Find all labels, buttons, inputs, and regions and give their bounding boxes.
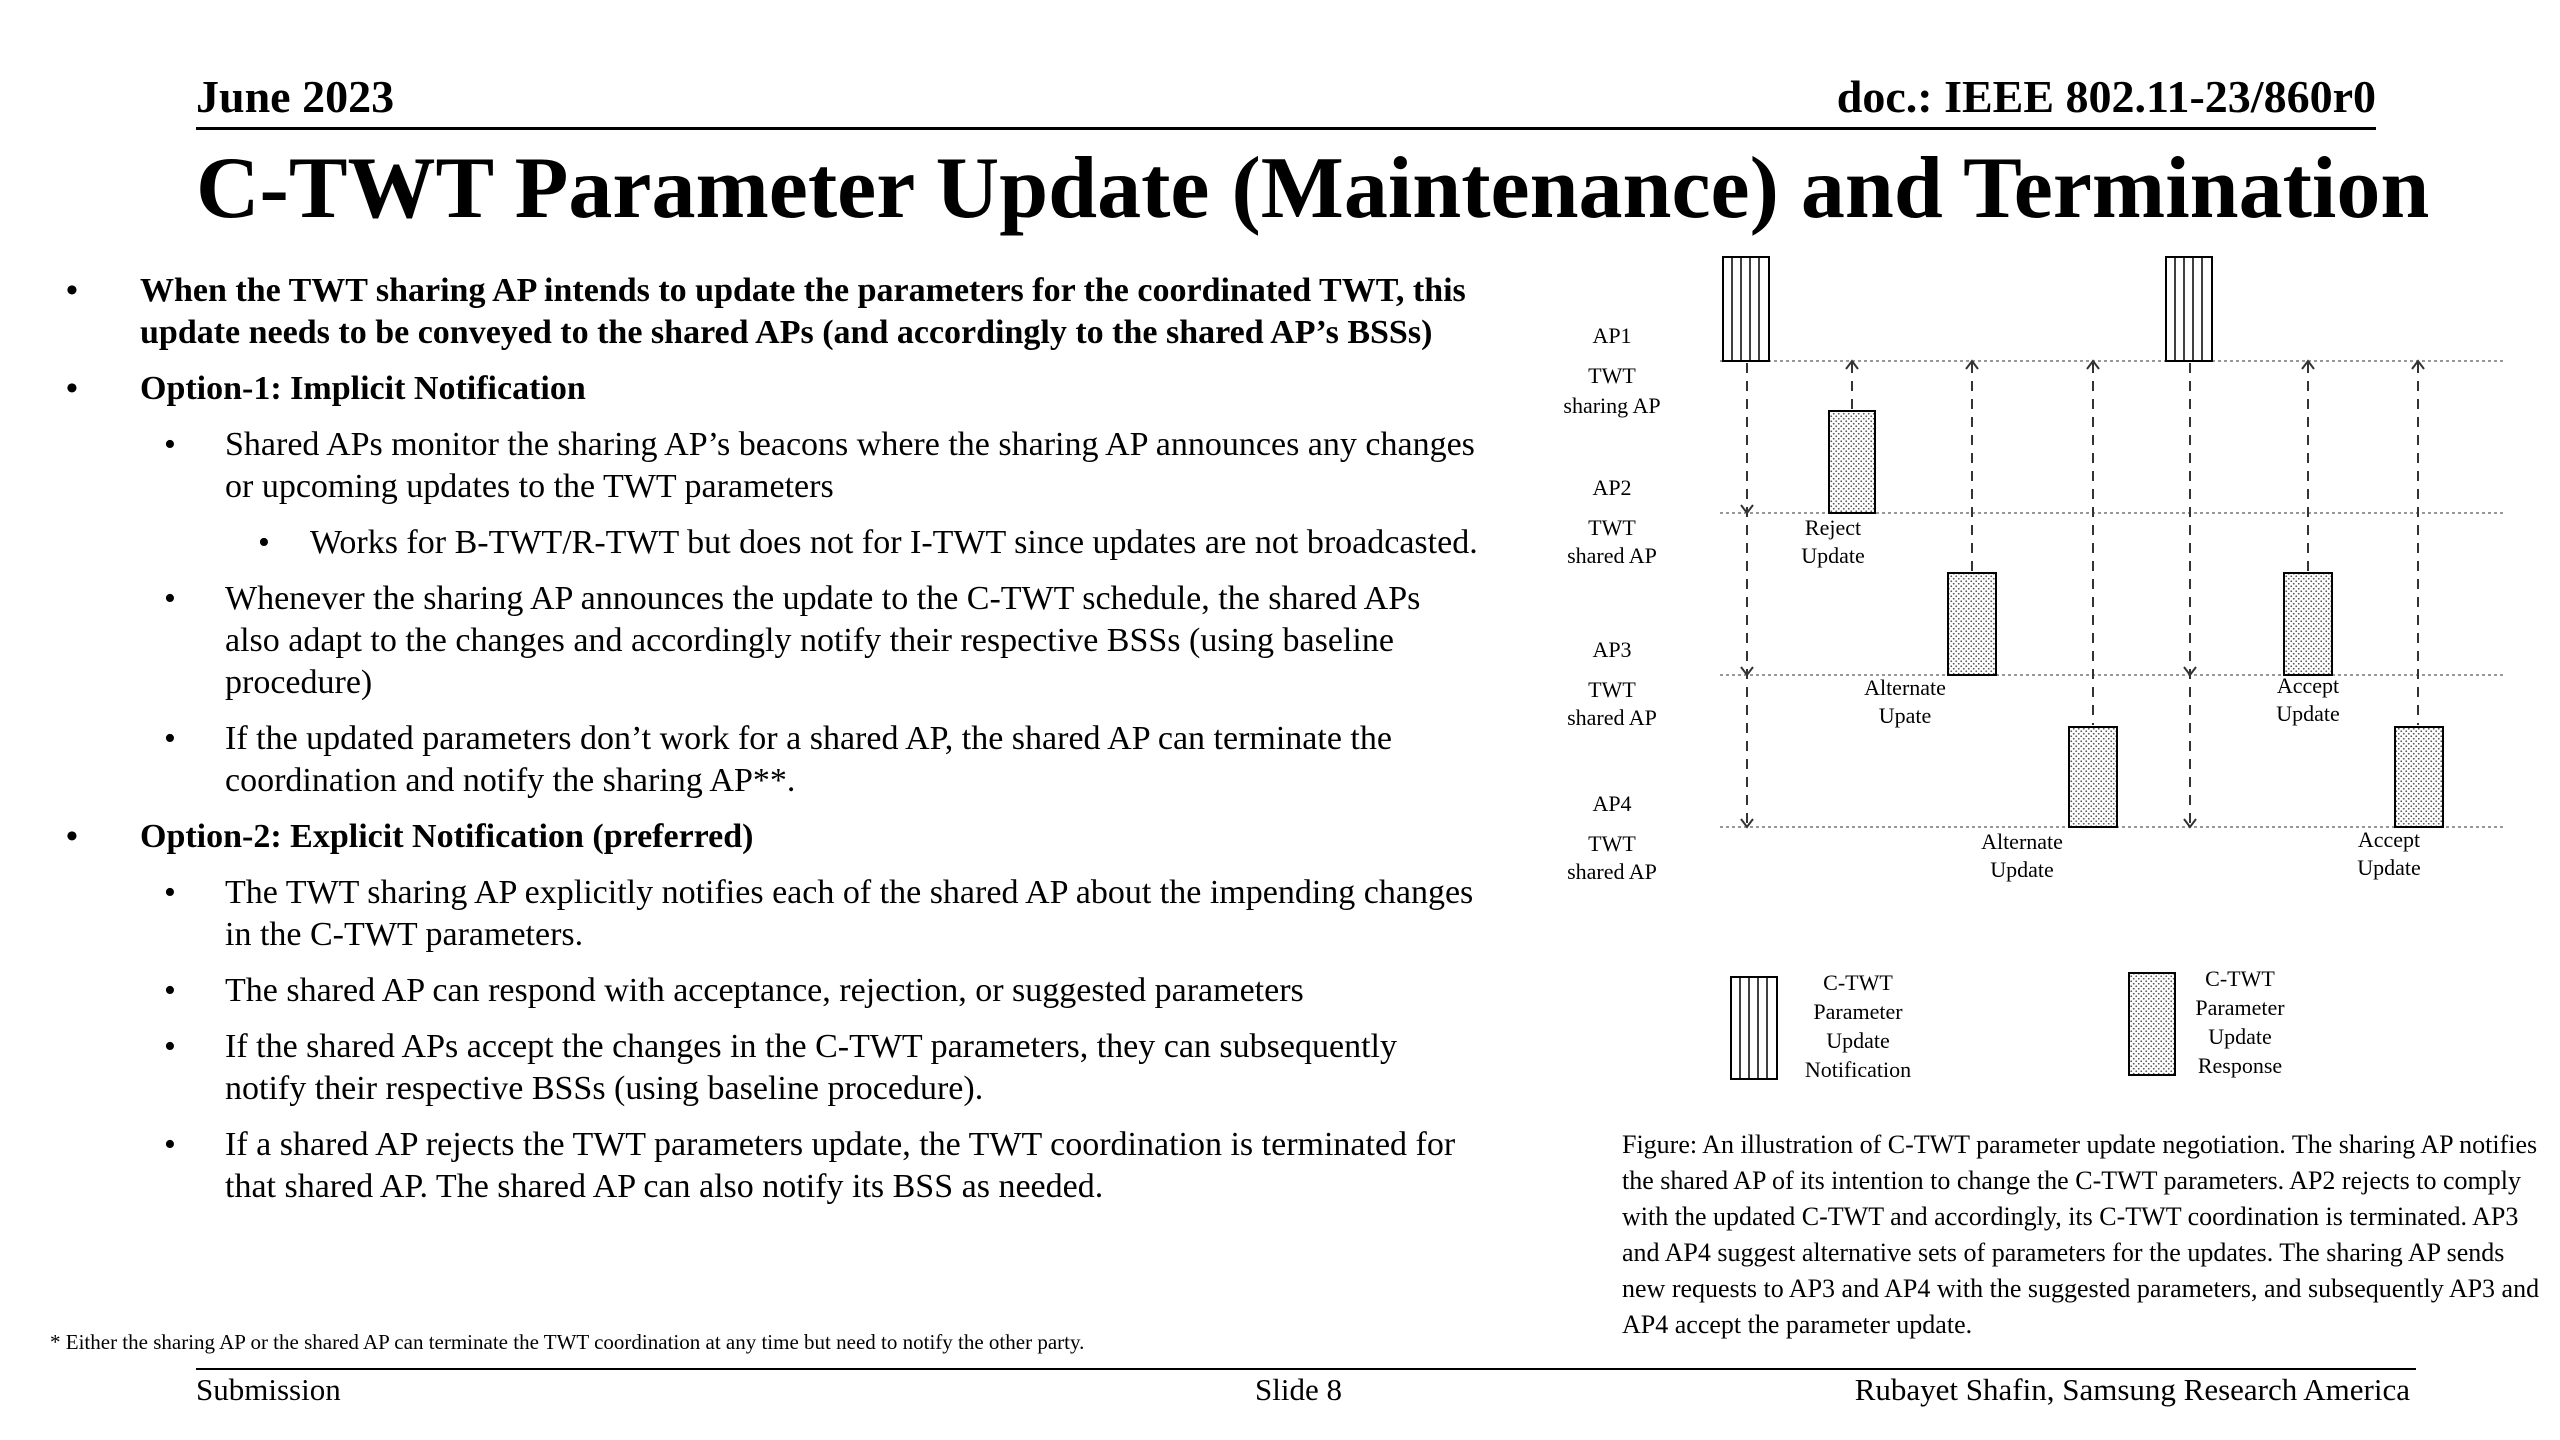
bullet-marker: • (164, 580, 176, 617)
bullet-text: The shared AP can respond with acceptance, rejection, or suggested parameters (225, 972, 1304, 1009)
bullet-text: Whenever the sharing AP announces the update to the C-TWT schedule, the shared APs also adapt to the changes and accordingly notify their respective BSSs (using baseline procedure) (225, 580, 1421, 701)
footer-slide-number: Slide 8 (1255, 1372, 1342, 1407)
ap4-label: AP4 (1592, 791, 1632, 816)
bullet-text: If a shared AP rejects the TWT parameters update, the TWT coordination is terminated for that shared AP. The shared AP can also notify its BSS as needed. (225, 1126, 1456, 1205)
bullet-marker: • (66, 370, 78, 407)
ap3-role: TWT (1588, 677, 1636, 702)
bullet-marker: • (66, 818, 78, 855)
figure-caption: Figure: An illustration of C-TWT parameter update negotiation. The sharing AP notifies the shared AP of its intention to change the C-TWT parameters. AP2 rejects to comply with the updated C-TWT and accordingly, its C-TWT coordination is terminated. AP3 and AP4 suggest alternative sets of parameters for the updates. The sharing AP sends new requests to AP3 and AP4 with the suggested parameters, and subsequently AP3 and AP4 accept the parameter update. (1622, 1130, 2540, 1339)
bullet-marker: • (164, 972, 176, 1009)
legend-notification (1731, 970, 1911, 1082)
alternate-label-ap3: Upate (1878, 703, 1932, 728)
ctwt-update-diagram (1540, 245, 2540, 1145)
legend-response-label: Response (2197, 1053, 2283, 1078)
legend-response (2129, 966, 2285, 1078)
accept-label-ap4: Accept (2357, 827, 2421, 852)
bullet-item (60, 1026, 1480, 1110)
ap3-label: AP3 (1592, 637, 1632, 662)
response-box-alternate-ap4 (2069, 727, 2117, 827)
bullet-marker: • (164, 1126, 176, 1163)
response-box-alternate-ap3 (1948, 573, 1996, 675)
bullet-text: If the shared APs accept the changes in the C-TWT parameters, they can subsequently notify their respective BSSs (using baseline procedure). (225, 1028, 1397, 1107)
response-box-reject-ap2 (1829, 411, 1875, 513)
ap4-role: TWT (1588, 831, 1636, 856)
notification-box (2166, 257, 2212, 361)
bullet-marker: • (164, 720, 176, 757)
legend-notification-label: Parameter (1813, 999, 1903, 1024)
ap2-label: AP2 (1592, 475, 1632, 500)
bullet-item (60, 970, 1480, 1012)
bullet-marker: • (164, 426, 176, 463)
legend-notification-label: C-TWT (1823, 970, 1893, 995)
ap1-role: TWT (1588, 363, 1636, 388)
bullet-item (60, 578, 1480, 704)
bullet-marker: • (164, 874, 176, 911)
accept-label-ap4: Update (2357, 855, 2421, 880)
header-doc-id: doc.: IEEE 802.11-23/860r0 (1836, 71, 2376, 122)
ap2-role: shared AP (1567, 543, 1657, 568)
accept-label-ap3: Update (2276, 701, 2340, 726)
ap4-role: shared AP (1567, 859, 1657, 884)
header-rule (196, 127, 2376, 130)
bullet-text: Option-1: Implicit Notification (140, 370, 586, 407)
row-labels (1563, 323, 1660, 884)
footer-rule (196, 1368, 2416, 1370)
bullet-list (60, 270, 1480, 1222)
ap1-label: AP1 (1592, 323, 1632, 348)
legend-response-label: Parameter (2195, 995, 2285, 1020)
reject-label: Reject (1804, 515, 1862, 540)
footnote: * Either the sharing AP or the shared AP can terminate the TWT coordination at any time but need to notify the other party. (50, 1330, 1085, 1354)
legend-response-label: Update (2208, 1024, 2272, 1049)
bullet-item (60, 718, 1480, 802)
bullet-item (60, 368, 1480, 410)
ap2-role: TWT (1588, 515, 1636, 540)
bullet-text: Works for B-TWT/R-TWT but does not for I-TWT since updates are not broadcasted. (310, 524, 1478, 561)
bullet-item (60, 424, 1480, 508)
bullet-text: When the TWT sharing AP intends to update the parameters for the coordinated TWT, this update needs to be conveyed to the shared APs (and accordingly to the shared AP’s BSSs) (140, 272, 1466, 351)
footer-submission: Submission (196, 1372, 341, 1407)
diagram-svg (1540, 245, 2540, 1145)
footer-author: Rubayet Shafin, Samsung Research America (1854, 1372, 2410, 1407)
bullet-marker: • (258, 524, 270, 561)
alternate-label-ap4: Alternate (1981, 829, 2063, 854)
legend-response-label: C-TWT (2205, 966, 2275, 991)
bullet-text: If the updated parameters don’t work for a shared AP, the shared AP can terminate the coordination and notify the sharing AP**. (225, 720, 1392, 799)
response-box-accept-ap3 (2284, 573, 2332, 675)
bullet-marker: • (66, 272, 78, 309)
bullet-item (60, 270, 1480, 354)
ap3-role: shared AP (1567, 705, 1657, 730)
bullet-item (60, 522, 1480, 564)
slide-title: C-TWT Parameter Update (Maintenance) and Termination (196, 140, 2430, 237)
bullet-item (60, 816, 1480, 858)
legend-notification-label: Update (1826, 1028, 1890, 1053)
legend-notification-label: Notification (1804, 1057, 1912, 1082)
alternate-label-ap3: Alternate (1864, 675, 1946, 700)
bullet-marker: • (164, 1028, 176, 1065)
reject-label: Update (1801, 543, 1865, 568)
bullet-text: Option-2: Explicit Notification (preferred) (140, 818, 754, 855)
bullet-text: The TWT sharing AP explicitly notifies each of the shared AP about the impending changes in the C-TWT parameters. (225, 874, 1474, 953)
notification-box (1723, 257, 1769, 361)
response-box-accept-ap4 (2395, 727, 2443, 827)
accept-label-ap3: Accept (2276, 673, 2340, 698)
bullet-item (60, 1124, 1480, 1208)
header-date: June 2023 (196, 71, 395, 122)
bullet-item (60, 872, 1480, 956)
bullet-text: Shared APs monitor the sharing AP’s beacons where the sharing AP announces any changes or upcoming updates to the TWT parameters (225, 426, 1475, 505)
ap1-role: sharing AP (1563, 393, 1661, 418)
alternate-label-ap4: Update (1990, 857, 2054, 882)
response-boxes (1829, 411, 2443, 827)
